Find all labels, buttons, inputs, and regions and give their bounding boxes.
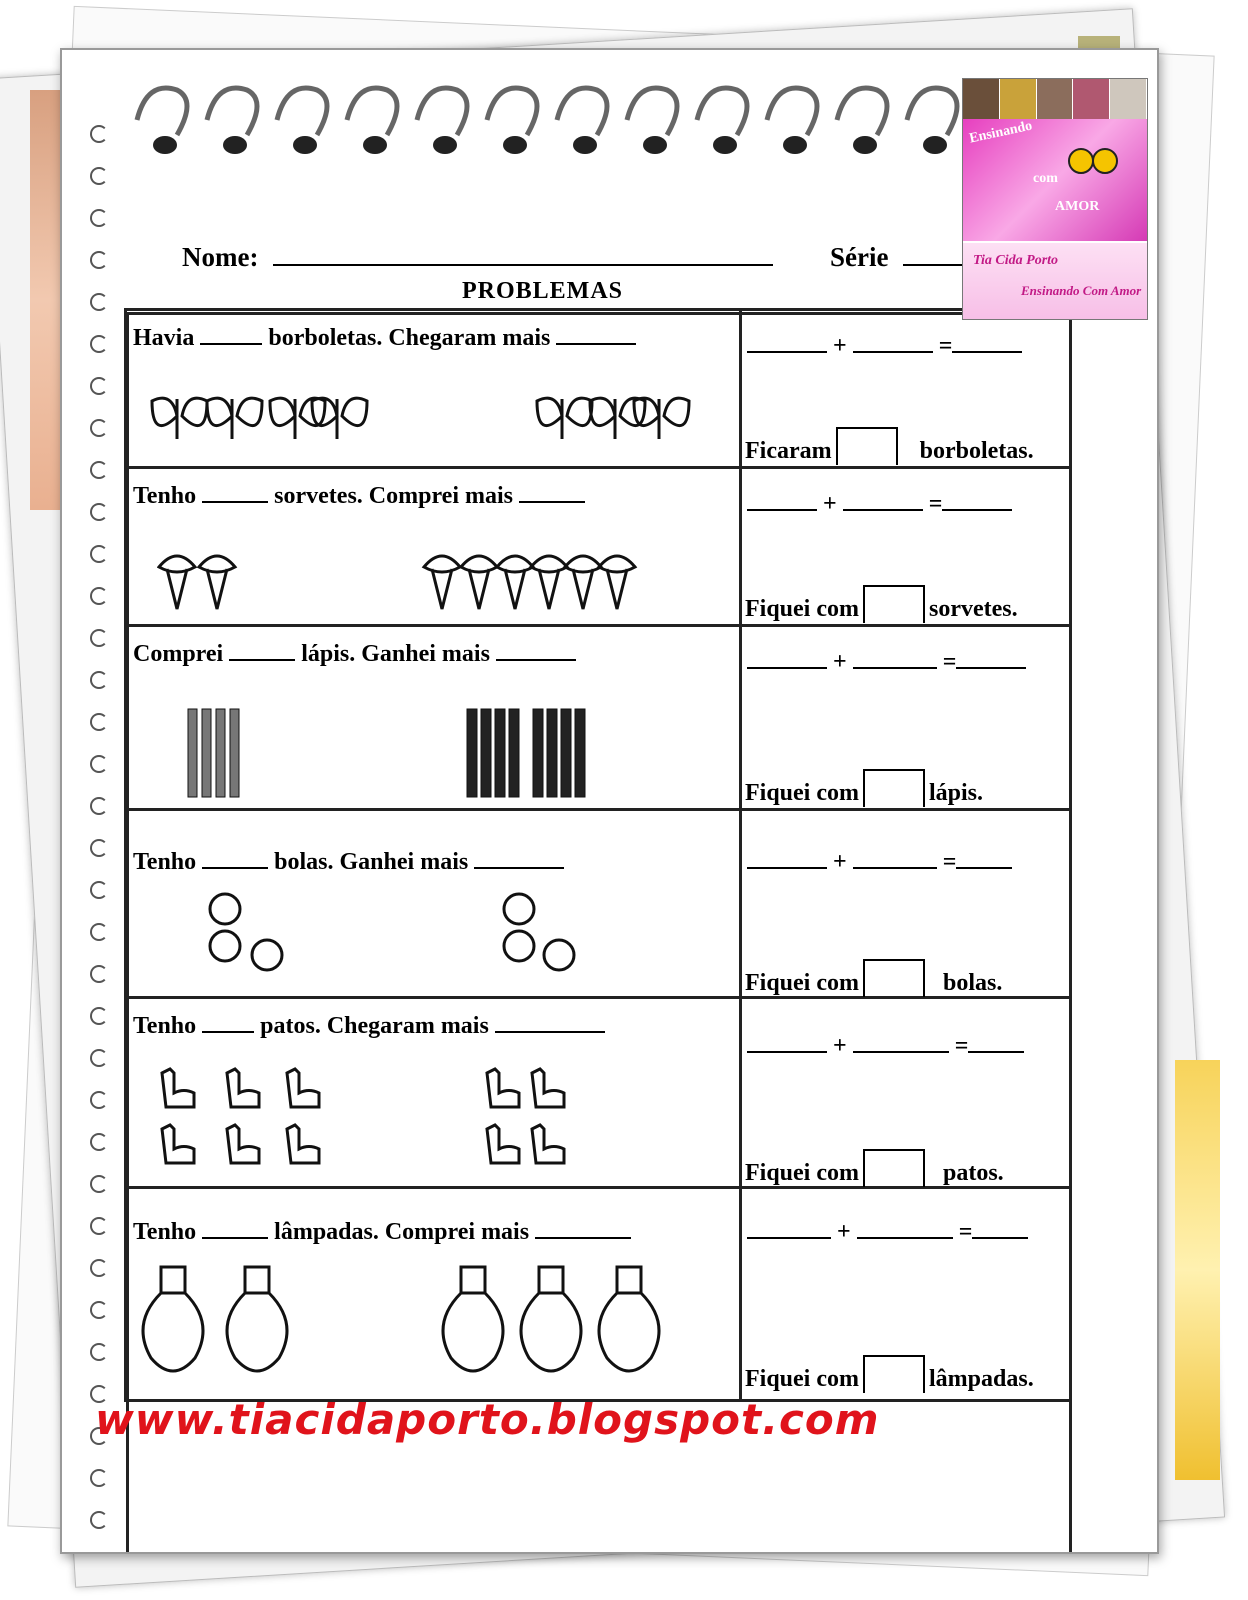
addend-blank[interactable] [853,350,933,353]
ball-icon [210,931,240,961]
ball-icon [252,940,282,970]
pencil-icon [561,709,571,797]
answer-blank[interactable] [519,500,585,503]
problem-row [127,627,1069,811]
problem-text: Tenho bolas. Ganhei mais [133,849,564,876]
blog-logo [962,78,1148,320]
addend-blank[interactable] [747,666,827,669]
pencil-icon [216,709,225,797]
sum-blank[interactable] [942,508,1012,511]
answer-blank[interactable] [202,866,268,869]
addend-blank[interactable] [747,508,817,511]
duck-icon [227,1069,259,1107]
equation: + = [747,849,1012,876]
addend-blank[interactable] [747,350,827,353]
ball-icon [504,931,534,961]
pencil-icon [547,709,557,797]
ball-pictures [207,891,607,981]
pencil-icon [575,709,585,797]
duck-icon [227,1125,259,1163]
ball-icon [504,894,534,924]
ice-cream-icon [461,556,497,609]
logo-photo-strip [963,79,1147,119]
butterfly-icon [312,398,367,439]
light-bulb-icon [143,1267,203,1371]
equation: + = [747,333,1022,360]
pencil-icon [467,709,477,797]
problem-text: Tenho sorvetes. Comprei mais [133,483,585,510]
ball-icon [210,894,240,924]
pencil-icon [481,709,491,797]
answer-sentence: Ficaram borboletas. [745,427,1034,465]
light-bulb-icon [521,1267,581,1371]
problem-text: Havia borboletas. Chegaram mais [133,325,636,352]
equation: + = [747,491,1012,518]
ice-cream-icon [159,556,195,609]
duck-pictures [157,1065,577,1177]
butterfly-pictures [147,391,707,451]
bees-icon [1063,139,1123,179]
problem-row [127,311,1069,469]
answer-blank[interactable] [496,658,576,661]
addend-blank[interactable] [747,1050,827,1053]
name-label: Nome: [182,242,259,272]
problem-text: Tenho lâmpadas. Comprei mais [133,1219,631,1246]
pencil-pictures [182,697,662,802]
answer-blank[interactable] [474,866,564,869]
duck-icon [532,1125,564,1163]
problem-row [127,999,1069,1189]
answer-sentence: Fiquei com sorvetes. [745,585,1018,623]
duck-icon [162,1125,194,1163]
answer-box[interactable] [863,585,925,623]
answer-sentence: Fiquei com bolas. [745,959,1002,997]
answer-blank[interactable] [202,1236,268,1239]
duck-icon [162,1069,194,1107]
answer-box[interactable] [863,959,925,997]
problems-table-body [124,308,1072,1402]
answer-sentence: Fiquei com patos. [745,1149,1004,1187]
answer-blank[interactable] [202,500,268,503]
answer-sentence: Fiquei com lápis. [745,769,983,807]
pencil-icon [495,709,505,797]
pencil-icon [202,709,211,797]
sum-blank[interactable] [956,666,1026,669]
answer-box[interactable] [863,1149,925,1187]
background-gold-edge [1175,1060,1220,1480]
light-bulb-icon [227,1267,287,1371]
pencil-icon [188,709,197,797]
addend-blank[interactable] [747,866,827,869]
answer-box[interactable] [863,1355,925,1393]
answer-sentence: Fiquei com lâmpadas. [745,1355,1034,1393]
pencil-icon [230,709,239,797]
butterfly-icon [152,398,207,439]
answer-box[interactable] [836,427,898,465]
ice-cream-icon [599,556,635,609]
ice-cream-icon [565,556,601,609]
addend-blank[interactable] [843,508,923,511]
duck-icon [532,1069,564,1107]
sum-blank[interactable] [972,1236,1028,1239]
butterfly-icon [537,398,592,439]
butterfly-icon [207,398,262,439]
addend-blank[interactable] [853,1050,949,1053]
answer-blank[interactable] [202,1030,254,1033]
ice-cream-pictures [157,549,677,613]
light-bulb-icon [599,1267,659,1371]
problem-row [127,1189,1069,1399]
duck-icon [287,1125,319,1163]
answer-blank[interactable] [556,342,636,345]
ice-cream-icon [424,556,460,609]
equation: + = [747,1033,1024,1060]
ice-cream-icon [199,556,235,609]
logo-banner: Ensinando com AMOR [963,119,1147,241]
name-field[interactable] [273,244,773,266]
problem-row [127,811,1069,999]
equation: + = [747,649,1026,676]
sum-blank[interactable] [968,1050,1024,1053]
ice-cream-icon [531,556,567,609]
duck-icon [287,1069,319,1107]
equation: + = [747,1219,1028,1246]
problem-row [127,469,1069,627]
addend-blank[interactable] [747,1236,831,1239]
pencil-icon [509,709,519,797]
light-bulb-pictures [135,1265,675,1385]
duck-icon [487,1125,519,1163]
answer-blank[interactable] [229,658,295,661]
problem-text: Comprei lápis. Ganhei mais [133,641,576,668]
ball-icon [544,940,574,970]
sum-blank[interactable] [952,350,1022,353]
blog-url[interactable]: www.tiacidaporto.blogspot.com [95,1395,880,1444]
grade-label: Série [829,242,889,272]
answer-blank[interactable] [495,1030,605,1033]
answer-blank[interactable] [200,342,262,345]
sum-blank[interactable] [956,866,1012,869]
logo-signature-area: Tia Cida Porto Ensinando Com Amor [963,243,1147,319]
answer-box[interactable] [863,769,925,807]
pencil-icon [533,709,543,797]
butterfly-icon [270,398,325,439]
ice-cream-icon [497,556,533,609]
duck-icon [487,1069,519,1107]
problem-text: Tenho patos. Chegaram mais [133,1013,605,1040]
addend-blank[interactable] [857,1236,953,1239]
page-title: PROBLEMAS [462,278,624,304]
addend-blank[interactable] [853,666,937,669]
answer-blank[interactable] [535,1236,631,1239]
addend-blank[interactable] [853,866,937,869]
light-bulb-icon [443,1267,503,1371]
